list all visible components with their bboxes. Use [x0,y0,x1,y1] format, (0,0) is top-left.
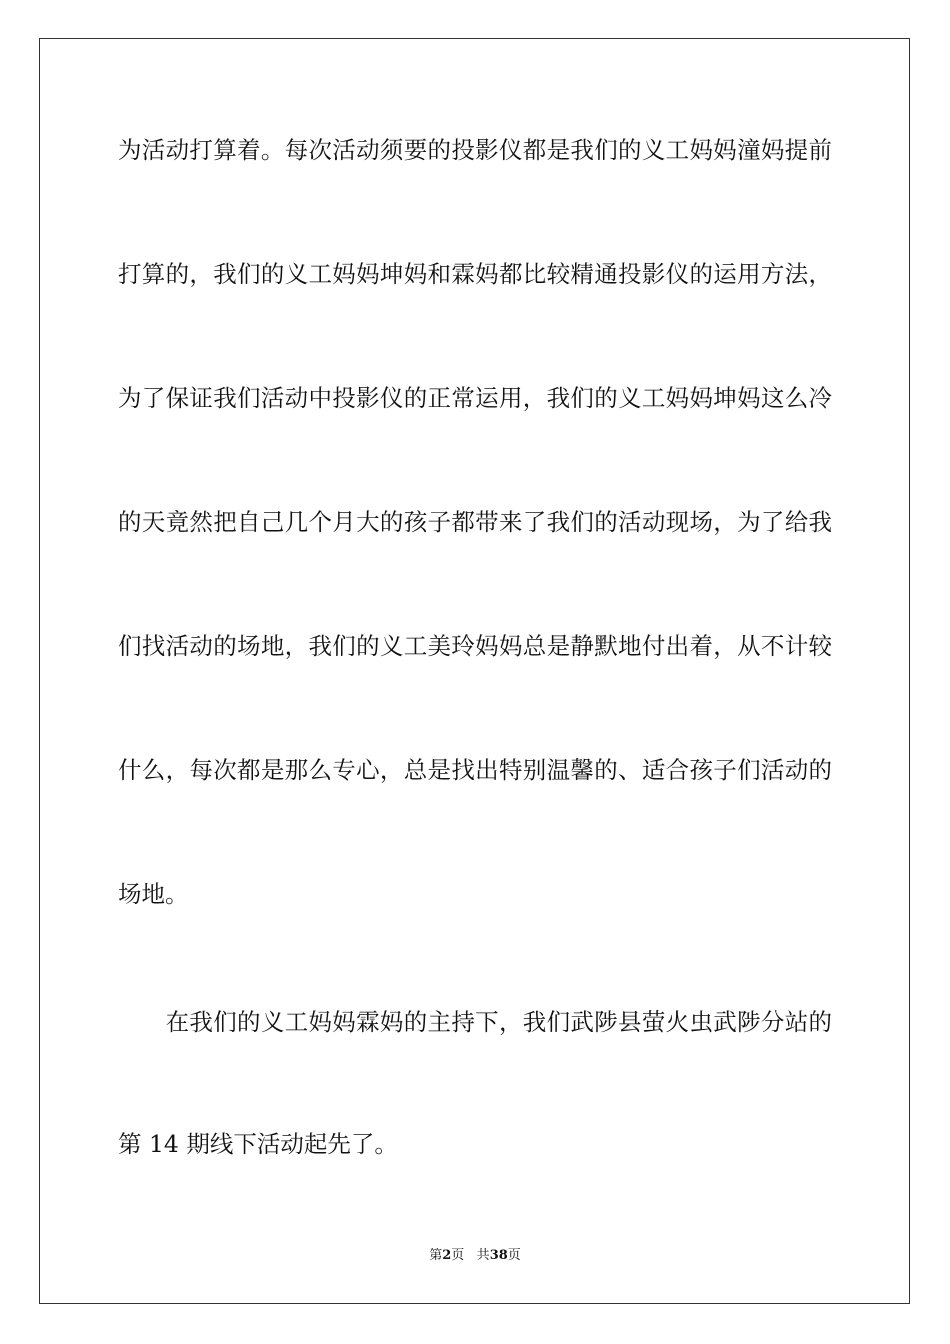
body-text-line-3: 为了保证我们活动中投影仪的正常运用，我们的义工妈妈坤妈这么冷 [118,384,832,412]
page-frame [39,38,910,1304]
total-suffix: 页 [507,1248,521,1263]
body-text-line-1: 为活动打算着。每次活动须要的投影仪都是我们的义工妈妈潼妈提前 [118,136,832,164]
total-prefix: 共 [476,1248,490,1263]
page-suffix: 页 [451,1248,465,1263]
body-text-line-2: 打算的，我们的义工妈妈坤妈和霖妈都比较精通投影仪的运用方法， [118,260,832,288]
page-number: 2 [442,1248,452,1263]
body-text-line-9: 第 14 期线下活动起先了。 [118,1130,398,1158]
body-text-line-7: 场地。 [118,880,189,908]
body-text-line-6: 什么，每次都是那么专心，总是找出特别温馨的、适合孩子们活动的 [118,756,832,784]
page-prefix: 第 [429,1248,443,1263]
body-text-line-4: 的天竟然把自己几个月大的孩子都带来了我们的活动现场，为了给我 [118,508,832,536]
total-pages: 38 [489,1248,508,1263]
body-text-line-8: 在我们的义工妈妈霖妈的主持下，我们武陟县萤火虫武陟分站的 [118,1008,832,1036]
body-text-line-5: 们找活动的场地，我们的义工美玲妈妈总是静默地付出着，从不计较 [118,632,832,660]
page-footer [0,1246,950,1266]
